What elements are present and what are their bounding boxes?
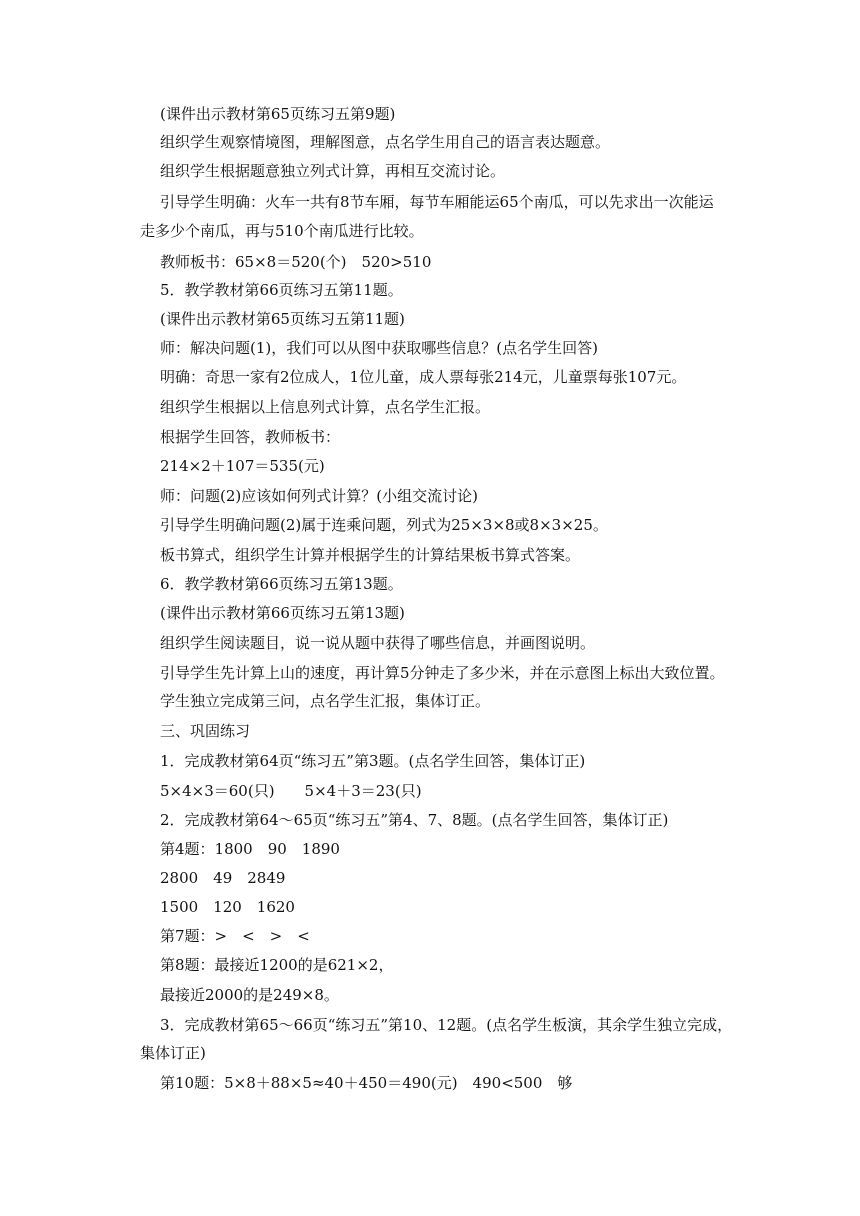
text-line: 集体订正) — [140, 1044, 206, 1062]
text-line: 引导学生明确：火车一共有8节车厢，每节车厢能运65个南瓜，可以先求出一次能运 — [160, 193, 714, 211]
text-line: 师：问题(2)应该如何列式计算？(小组交流讨论) — [160, 487, 478, 505]
text-line: 1．完成教材第64页“练习五”第3题。(点名学生回答，集体订正) — [160, 752, 586, 770]
text-line: 第10题：5×8＋88×5≈40＋450＝490(元) 490<500 够 — [160, 1074, 573, 1092]
text-line: 第4题：1800 90 1890 — [160, 840, 340, 858]
text-line: 组织学生根据题意独立列式计算，再相互交流讨论。 — [160, 162, 506, 180]
text-line: 教师板书：65×8＝520(个) 520>510 — [160, 253, 432, 271]
text-line: 5．教学教材第66页练习五第11题。 — [160, 281, 403, 299]
text-line: 2．完成教材第64～65页“练习五”第4、7、8题。(点名学生回答，集体订正) — [160, 811, 669, 829]
text-line: 板书算式，组织学生计算并根据学生的计算结果板书算式答案。 — [160, 546, 581, 564]
text-line: 6．教学教材第66页练习五第13题。 — [160, 575, 403, 593]
text-line: 引导学生明确问题(2)属于连乘问题，列式为25×3×8或8×3×25。 — [160, 516, 608, 534]
text-line: 最接近2000的是249×8。 — [160, 986, 339, 1004]
text-line: (课件出示教材第65页练习五第11题) — [160, 310, 405, 328]
text-line: 组织学生根据以上信息列式计算，点名学生汇报。 — [160, 398, 491, 416]
text-line: 组织学生阅读题目，说一说从题中获得了哪些信息，并画图说明。 — [160, 634, 596, 652]
text-line: 组织学生观察情境图，理解图意，点名学生用自己的语言表达题意。 — [160, 133, 611, 151]
text-line: 5×4×3＝60(只) 5×4＋3＝23(只) — [160, 782, 422, 800]
text-line: (课件出示教材第66页练习五第13题) — [160, 604, 405, 622]
text-line: 2800 49 2849 — [160, 869, 286, 887]
text-line: (课件出示教材第65页练习五第9题) — [160, 105, 396, 123]
section-heading: 三、巩固练习 — [160, 722, 251, 740]
text-line: 学生独立完成第三问，点名学生汇报，集体订正。 — [160, 692, 491, 710]
text-line: 第8题：最接近1200的是621×2， — [160, 956, 394, 974]
text-line: 引导学生先计算上山的速度，再计算5分钟走了多少米，并在示意图上标出大致位置。 — [160, 664, 725, 682]
text-line: 根据学生回答，教师板书： — [160, 428, 341, 446]
text-line: 第7题：> < > < — [160, 927, 310, 945]
text-line: 1500 120 1620 — [160, 898, 295, 916]
text-line: 3．完成教材第65～66页“练习五”第10、12题。(点名学生板演，其余学生独立完成， — [160, 1016, 733, 1034]
text-line: 明确：奇思一家有2位成人，1位儿童，成人票每张214元，儿童票每张107元。 — [160, 368, 687, 386]
text-line: 师：解决问题(1)，我们可以从图中获取哪些信息？(点名学生回答) — [160, 339, 598, 357]
text-line: 214×2＋107＝535(元) — [160, 457, 325, 475]
text-line: 走多少个南瓜，再与510个南瓜进行比较。 — [140, 222, 424, 240]
